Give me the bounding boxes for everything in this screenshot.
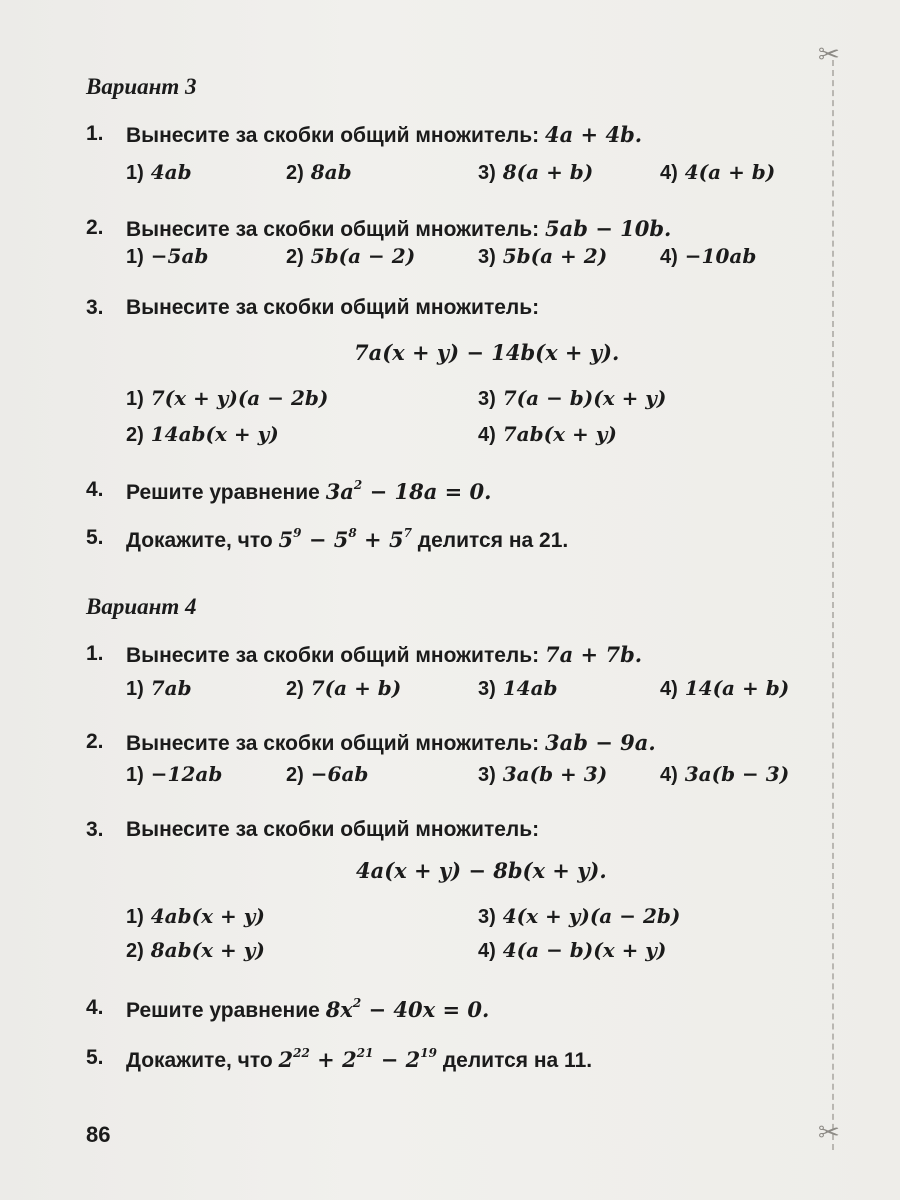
option: 1) −5ab: [126, 244, 209, 268]
cut-line: [832, 60, 834, 1150]
option: 4) 14(a + b): [660, 676, 790, 700]
option: 4) 3a(b − 3): [660, 762, 790, 786]
formula: 4a(x + y) − 8b(x + y).: [356, 858, 607, 883]
option: 3) 7(a − b)(x + y): [478, 386, 667, 410]
option: 4) 4(a + b): [660, 160, 776, 184]
option: 4) 7ab(x + y): [478, 422, 617, 446]
option: 4) 4(a − b)(x + y): [478, 938, 667, 962]
option: 3) 4(x + y)(a − 2b): [478, 904, 681, 928]
scissors-icon: ✂: [818, 1118, 840, 1148]
page: ✂ ✂ Вариант 3 1. Вынесите за скобки общий множитель: 4a + 4b. 1) 4ab 2) 8ab 3) 8(a + b) 4) 4(a + b) 2. Вынесите за скобки общий множитель: 5ab − 10b. 1) −5ab 2) 5b(a − 2) 3) 5b(a + 2) 4) −10ab 3. Вынесите за скобки общий множитель: 7a(x + y) − 14b(x + y). 1) 7(x + y)(a − 2b) 3) 7(a − b)(x + y) 2) 14ab(x + y) 4) 7ab(x + y) 4. Решите уравнение $3a^2 - 18a = 0$. 5. Докажите, что $5^9 - 5^8 + 5^7$ делится на 21. Вариант 4 1. Вынесите за скобки общий множитель: 7a + 7b. 1) 7ab 2) 7(a + b) 3) 14ab 4) 14(a + b) 2. Вынесите за скобки общий множитель: 3ab − 9a. 1) −12ab 2) −6ab 3) 3a(b + 3) 4) 3a(b − 3) 3. Вынесите за скобки общий множитель: 4a(x + y) − 8b(x + y). 1) 4ab(x + y) 3) 4(x + y)(a − 2b) 2) 8ab(x + y) 4) 4(a − b)(x + y) 4. Решите уравнение $8x^2 - 40x = 0$. 5. Докажите, что $2^{22} + 2^{21} - 2^{19}$ делится на 11. 86: [0, 0, 900, 1200]
option: 3) 14ab: [478, 676, 558, 700]
option: 1) 7(x + y)(a − 2b): [126, 386, 329, 410]
formula: 7a(x + y) − 14b(x + y).: [354, 340, 620, 365]
option: 1) 4ab: [126, 160, 192, 184]
variant-title: Вариант 3: [86, 74, 197, 99]
option: 1) 7ab: [126, 676, 192, 700]
option: 3) 8(a + b): [478, 160, 594, 184]
option: 2) 5b(a − 2): [286, 244, 416, 268]
option: 2) 7(a + b): [286, 676, 402, 700]
variant-title: Вариант 4: [86, 594, 197, 619]
option: 3) 3a(b + 3): [478, 762, 608, 786]
option: 2) −6ab: [286, 762, 369, 786]
option: 4) −10ab: [660, 244, 757, 268]
page-number: 86: [86, 1122, 111, 1147]
option: 2) 8ab: [286, 160, 352, 184]
option: 1) −12ab: [126, 762, 223, 786]
option: 2) 8ab(x + y): [126, 938, 265, 962]
option: 1) 4ab(x + y): [126, 904, 265, 928]
scissors-icon: ✂: [818, 40, 840, 70]
option: 3) 5b(a + 2): [478, 244, 608, 268]
option: 2) 14ab(x + y): [126, 422, 279, 446]
